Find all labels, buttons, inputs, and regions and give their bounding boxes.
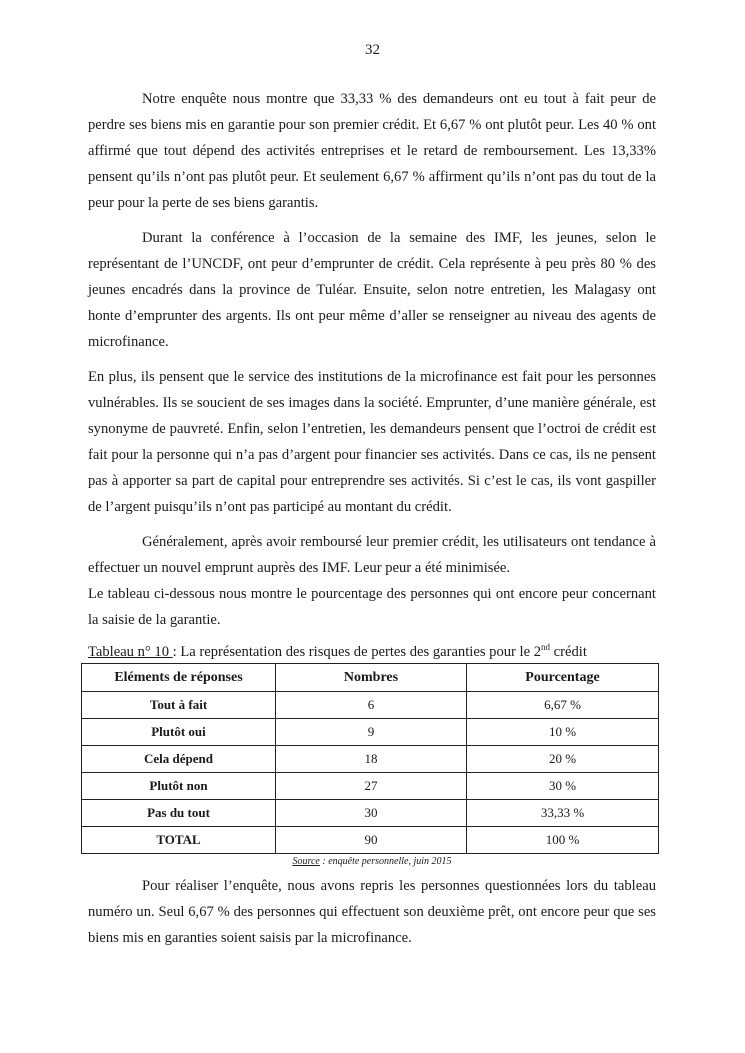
page-number: 32 bbox=[365, 42, 380, 58]
paragraph-conclusion: Pour réaliser l’enquête, nous avons repris les personnes questionnées lors du tableau numéro un. Seul 6,67 % des personnes qui effectuent son deuxième prêt, ont encore peur que ses biens mis en garanties soient saisis par la microfinance. bbox=[88, 878, 656, 946]
row-percent: 30 % bbox=[467, 773, 659, 800]
row-percent: 33,33 % bbox=[467, 800, 659, 827]
table-header-row bbox=[82, 664, 659, 692]
header-nombres: Nombres bbox=[276, 664, 467, 692]
paragraph-table-intro: Le tableau ci-dessous nous montre le pourcentage des personnes qui ont encore peur concernant la saisie de la garantie. bbox=[88, 586, 656, 628]
table-row bbox=[82, 746, 659, 773]
table-caption-tail: crédit bbox=[550, 644, 587, 660]
table-caption-sup: nd bbox=[541, 642, 551, 653]
source-text: : enquête personnelle, juin 2015 bbox=[319, 856, 452, 867]
row-label: Cela dépend bbox=[82, 746, 276, 773]
row-count: 30 bbox=[276, 800, 467, 827]
row-count: 9 bbox=[276, 719, 467, 746]
row-percent: 6,67 % bbox=[467, 692, 659, 719]
paragraph-second-loan: Généralement, après avoir remboursé leur premier crédit, les utilisateurs ont tendance à effectuer un nouvel emprunt auprès des IMF. Leur peur a été minimisée. bbox=[88, 534, 656, 576]
source-label: Source bbox=[292, 856, 320, 867]
table-row bbox=[82, 692, 659, 719]
row-percent: 10 % bbox=[467, 719, 659, 746]
table-caption bbox=[88, 641, 656, 663]
paragraph-conference: Durant la conférence à l’occasion de la semaine des IMF, les jeunes, selon le représentant de l’UNCDF, ont peur d’emprunter de crédit. Cela représente à peu près 80 % des jeunes encadrés dans la province de Tuléar. Ensuite, selon notre entretien, les Malagasy ont honte d’emprunter des argents. Ils ont peur même d’aller se renseigner au niveau des agents de microfinance. bbox=[88, 230, 656, 350]
header-pourcentage: Pourcentage bbox=[467, 664, 659, 692]
table-source bbox=[88, 855, 656, 869]
table-total-row bbox=[82, 827, 659, 854]
row-percent: 20 % bbox=[467, 746, 659, 773]
header-elements: Eléments de réponses bbox=[82, 664, 276, 692]
row-label: Plutôt non bbox=[82, 773, 276, 800]
results-table bbox=[81, 663, 659, 854]
table-caption-label: Tableau n° 10 bbox=[88, 644, 173, 660]
row-count: 90 bbox=[276, 827, 467, 854]
row-label: Tout à fait bbox=[82, 692, 276, 719]
row-label: Plutôt oui bbox=[82, 719, 276, 746]
paragraph-survey-results: Notre enquête nous montre que 33,33 % des demandeurs ont eu tout à fait peur de perdre ses biens mis en garantie pour son premier crédit. Et 6,67 % ont plutôt peur. Les 40 % ont affirmé que tout dépend des activités entreprises et le retard de remboursement. Les 13,33% pensent qu’ils n’ont pas plutôt peur. Et seulement 6,67 % affirment qu’ils n’ont pas du tout de la peur pour la perte de ses biens garantis. bbox=[88, 91, 656, 211]
row-label: Pas du tout bbox=[82, 800, 276, 827]
table-row bbox=[82, 773, 659, 800]
page-body bbox=[88, 86, 656, 951]
table-caption-text: : La représentation des risques de pertes des garanties pour le 2 bbox=[172, 644, 542, 660]
row-count: 18 bbox=[276, 746, 467, 773]
paragraph-perceptions: En plus, ils pensent que le service des institutions de la microfinance est fait pour les personnes vulnérables. Ils se soucient de ses images dans la société. Emprunter, d’une manière générale, est synonyme de pauvreté. Enfin, selon l’entretien, les demandeurs pensent que l’octroi de crédit est fait pour la personne qui n’a pas d’argent pour financier ses activités. Dans ce cas, ils ne pensent pas à apporter sa part de capital pour entreprendre ses activités. Si c’est le cas, ils vont gaspiller de l’argent puisqu’ils n’ont pas participé au montant du crédit. bbox=[88, 369, 656, 515]
table-row bbox=[82, 800, 659, 827]
row-count: 27 bbox=[276, 773, 467, 800]
table-row bbox=[82, 719, 659, 746]
row-count: 6 bbox=[276, 692, 467, 719]
row-percent: 100 % bbox=[467, 827, 659, 854]
row-label: TOTAL bbox=[82, 827, 276, 854]
